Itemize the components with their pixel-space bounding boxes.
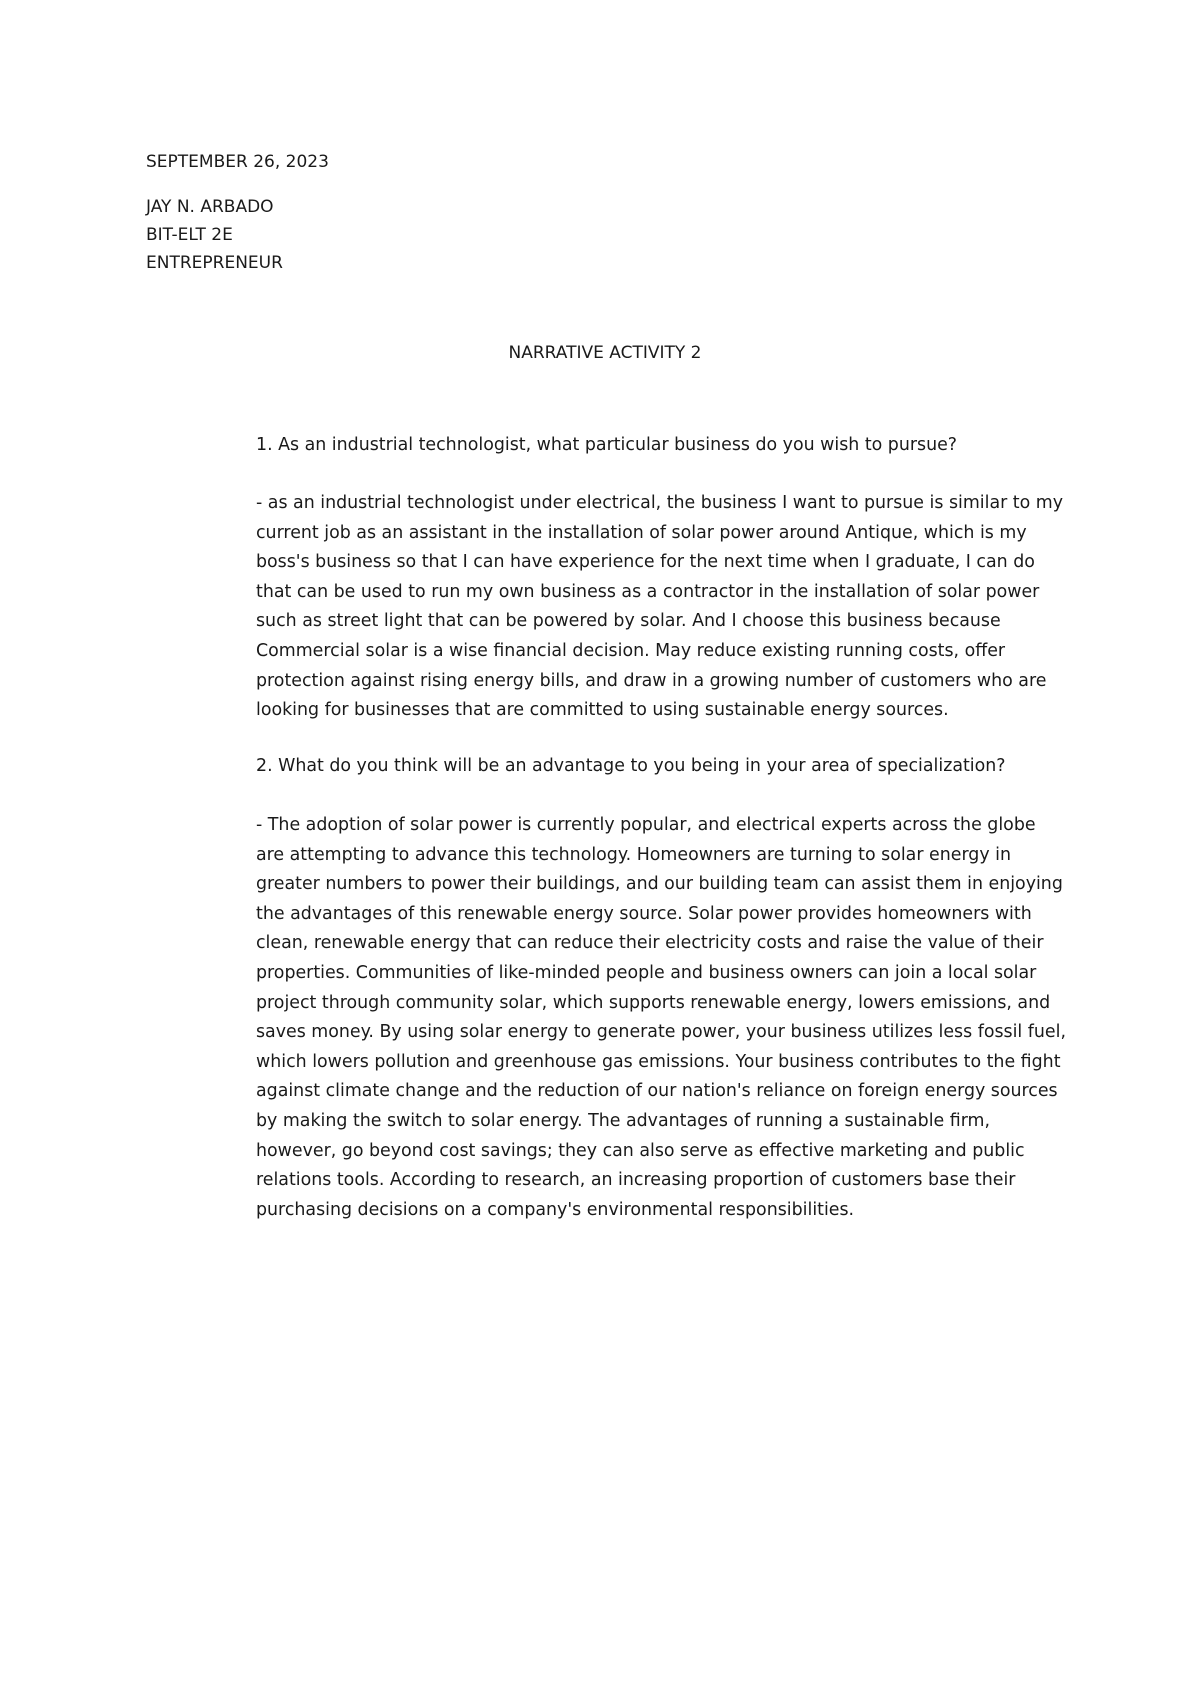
- document-title: NARRATIVE ACTIVITY 2: [508, 343, 702, 363]
- question-1: [256, 431, 1066, 461]
- question-2: [256, 752, 1066, 782]
- answer-2: [256, 811, 1066, 1225]
- answer-1-text: - as an industrial technologist under electrical, the business I want to pursue is similar to my current job as an assistant in the installation of solar power around Antique, which is my boss's business so that I can have experience for the next time when I graduate, I can do that can be used to run my own business as a contractor in the installation of solar power such as street light that can be powered by solar. And I choose this business because Commercial solar is a wise financial decision. May reduce existing running costs, offer protection against rising energy bills, and draw in a growing number of customers who are looking for businesses that are committed to using sustainable energy sources.: [256, 493, 1063, 721]
- author-section: BIT-ELT 2E: [146, 225, 233, 245]
- answer-1: [256, 489, 1066, 726]
- question-1-text: 1. As an industrial technologist, what particular business do you wish to pursue?: [256, 435, 958, 455]
- author-name: JAY N. ARBADO: [146, 197, 274, 217]
- answer-2-text: - The adoption of solar power is currently popular, and electrical experts across the globe are attempting to advance this technology. Homeowners are turning to solar energy in greater numbers to power their buildings, and our building team can assist them in enjoying the advantages of this renewable energy source. Solar power provides homeowners with clean, renewable energy that can reduce their electricity costs and raise the value of their properties. Communities of like-minded people and business owners can join a local solar project through community solar, which supports renewable energy, lowers emissions, and saves money. By using solar energy to generate power, your business utilizes less fossil fuel, which lowers pollution and greenhouse gas emissions. Your business contributes to the fight against climate change and the reduction of our nation's reliance on foreign energy sources by making the switch to solar energy. The advantages of running a sustainable firm, however, go beyond cost savings; they can also serve as effective marketing and public relations tools. According to research, an increasing proportion of customers base their purchasing decisions on a company's environmental responsibilities.: [256, 815, 1066, 1220]
- question-2-text: 2. What do you think will be an advantage to you being in your area of specialization?: [256, 756, 1006, 776]
- author-block: [146, 193, 283, 277]
- author-subject: ENTREPRENEUR: [146, 253, 283, 273]
- document-date: SEPTEMBER 26, 2023: [146, 152, 329, 172]
